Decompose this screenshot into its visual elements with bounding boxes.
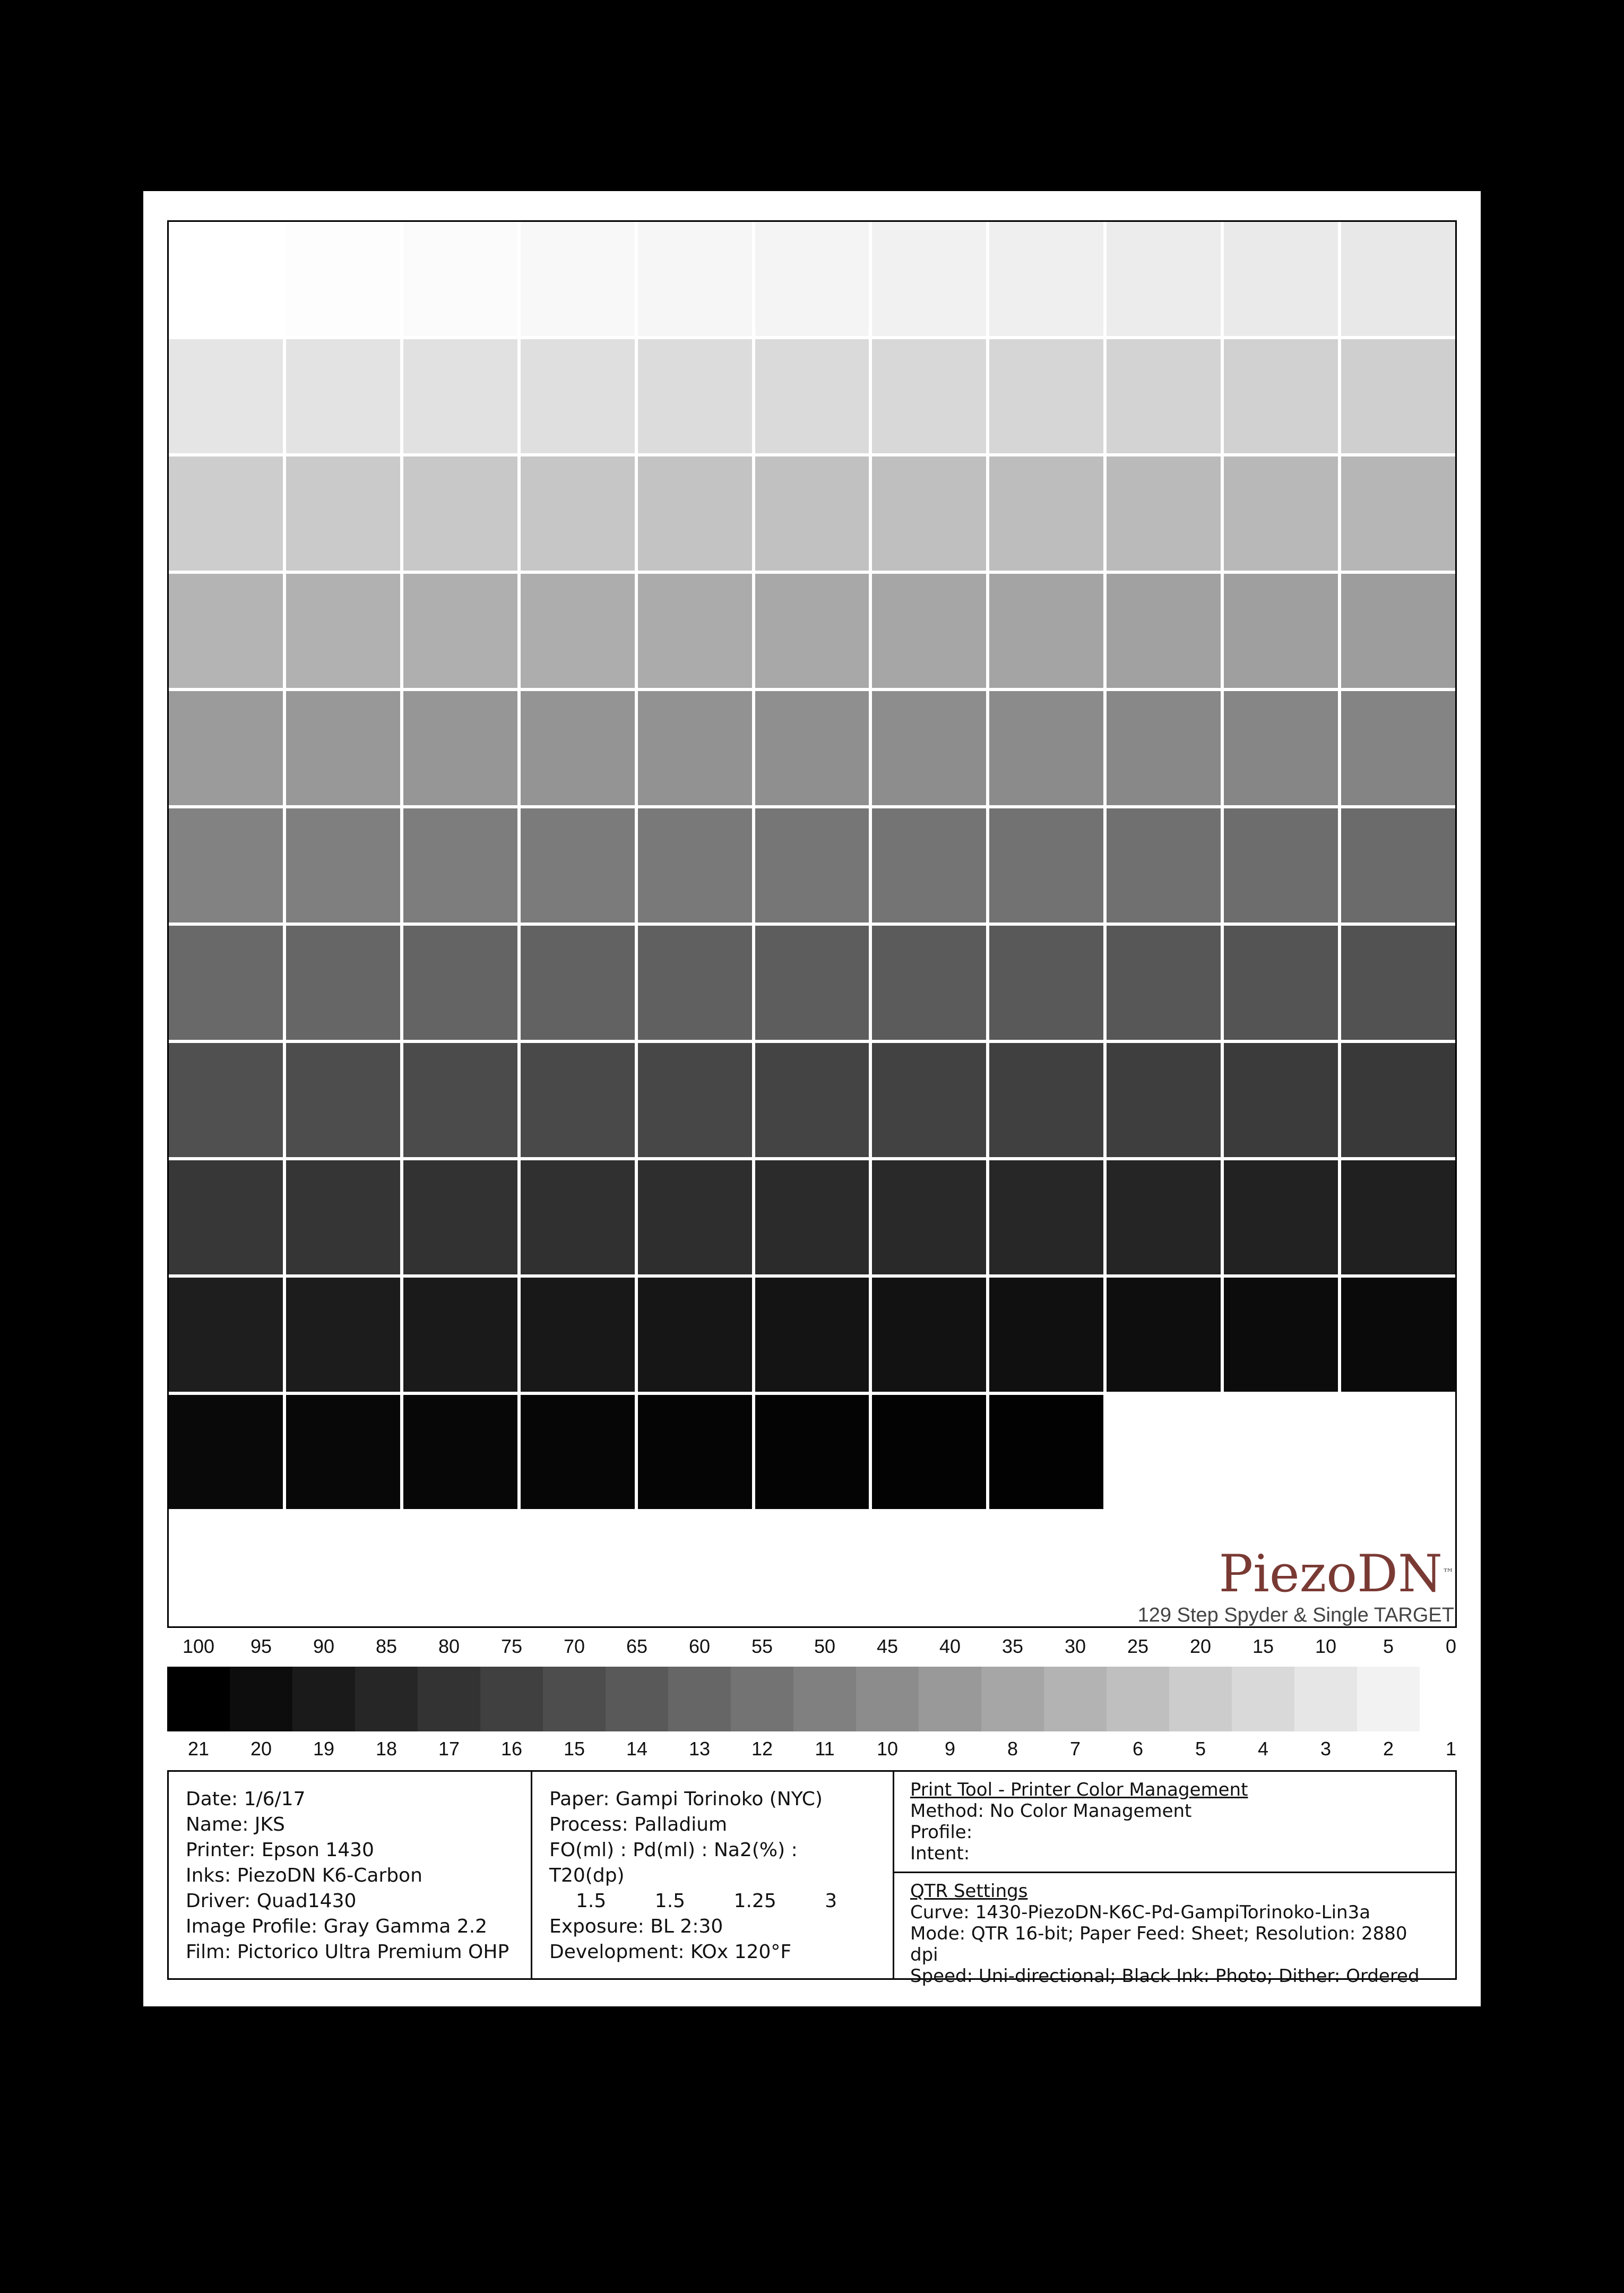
patch	[1341, 926, 1455, 1040]
scale-number: 17	[438, 1738, 460, 1760]
patch	[1107, 222, 1221, 336]
patch	[521, 1043, 635, 1157]
piezodn-logo	[1115, 1507, 1454, 1624]
scale-number: 90	[313, 1635, 335, 1657]
print-tool-method: Method: No Color Management	[910, 1800, 1192, 1822]
print-tool-profile: Profile:	[910, 1822, 973, 1843]
patch	[403, 691, 517, 805]
detail-line: Inks: PiezoDN K6-Carbon	[186, 1865, 422, 1886]
scale-number: 45	[876, 1635, 899, 1657]
patch	[521, 1278, 635, 1392]
patch	[521, 808, 635, 923]
print-details	[169, 1772, 532, 1978]
patch	[1224, 456, 1338, 571]
patch	[169, 1395, 283, 1509]
patch	[989, 222, 1103, 336]
exposure: Exposure: BL 2:30	[549, 1916, 723, 1937]
patch	[755, 574, 869, 688]
strip-step	[230, 1667, 292, 1731]
patch	[872, 926, 986, 1040]
scale-number: 55	[751, 1635, 773, 1657]
scale-number: 60	[688, 1635, 711, 1657]
patch	[521, 926, 635, 1040]
print-tool-title: Print Tool - Printer Color Management	[910, 1779, 1248, 1800]
scale-number: 70	[563, 1635, 585, 1657]
patch	[1224, 926, 1338, 1040]
logo-brand: PiezoDN	[1219, 1544, 1442, 1604]
strip-step	[1294, 1667, 1357, 1731]
patch	[403, 339, 517, 453]
patch	[755, 1278, 869, 1392]
patch	[1341, 1043, 1455, 1157]
patch	[872, 222, 986, 336]
patch	[403, 926, 517, 1040]
scale-number: 19	[313, 1738, 335, 1760]
strip-step	[731, 1667, 793, 1731]
patch	[403, 1278, 517, 1392]
patch	[1224, 339, 1338, 453]
scale-number: 20	[1189, 1635, 1212, 1657]
scale-number: 6	[1132, 1738, 1144, 1760]
single-step-strip	[167, 1667, 1420, 1731]
scale-number: 15	[563, 1738, 585, 1760]
qtr-mode: Mode: QTR 16-bit; Paper Feed: Sheet; Resolution: 2880 dpi	[910, 1923, 1407, 1966]
patch	[169, 574, 283, 688]
patch	[521, 1160, 635, 1274]
patch	[755, 339, 869, 453]
process: Process: Palladium	[549, 1814, 728, 1835]
patch	[872, 808, 986, 923]
scale-number: 2	[1383, 1738, 1394, 1760]
strip-step	[480, 1667, 543, 1731]
patch	[638, 1278, 752, 1392]
patch	[1107, 1043, 1221, 1157]
strip-step	[919, 1667, 981, 1731]
strip-step	[418, 1667, 480, 1731]
scale-number: 10	[1315, 1635, 1337, 1657]
patch	[989, 691, 1103, 805]
strip-step	[981, 1667, 1044, 1731]
scale-number: 18	[375, 1738, 398, 1760]
patch	[403, 456, 517, 571]
patch	[286, 808, 400, 923]
patch	[872, 1395, 986, 1509]
patch	[1341, 1278, 1455, 1392]
strip-step	[543, 1667, 606, 1731]
chemistry-header: FO(ml) : Pd(ml) : Na2(%) : T20(dp)	[549, 1839, 798, 1886]
patch	[989, 339, 1103, 453]
scale-number: 8	[1007, 1738, 1018, 1760]
scale-number: 21	[187, 1738, 210, 1760]
patch	[1341, 1160, 1455, 1274]
patch	[286, 456, 400, 571]
patch	[1341, 691, 1455, 805]
scale-number: 75	[500, 1635, 523, 1657]
scale-number: 35	[1001, 1635, 1024, 1657]
patch	[403, 574, 517, 688]
patch	[286, 1160, 400, 1274]
patch	[1107, 574, 1221, 688]
scale-number: 14	[626, 1738, 648, 1760]
target-sheet	[143, 191, 1481, 2006]
patch	[169, 808, 283, 923]
patch	[1224, 691, 1338, 805]
qtr-curve: Curve: 1430-PiezoDN-K6C-Pd-GampiTorinoko-Lin3a	[910, 1902, 1371, 1923]
patch	[989, 1160, 1103, 1274]
logo-trademark: ™	[1442, 1567, 1454, 1580]
patch	[521, 1395, 635, 1509]
patch	[638, 691, 752, 805]
patch	[989, 808, 1103, 923]
scale-number: 5	[1383, 1635, 1394, 1657]
patch	[872, 691, 986, 805]
scale-number: 50	[814, 1635, 836, 1657]
patch	[638, 1395, 752, 1509]
patch	[521, 574, 635, 688]
strip-step	[793, 1667, 856, 1731]
patch	[169, 1043, 283, 1157]
patch	[286, 574, 400, 688]
detail-line: Image Profile: Gray Gamma 2.2	[186, 1916, 488, 1937]
patch	[638, 808, 752, 923]
patch	[1224, 574, 1338, 688]
development: Development: KOx 120°F	[549, 1941, 792, 1963]
patch	[1107, 691, 1221, 805]
patch	[286, 339, 400, 453]
patch	[169, 222, 283, 336]
patch	[169, 456, 283, 571]
scale-number: 5	[1195, 1738, 1206, 1760]
patch	[755, 1043, 869, 1157]
patch	[755, 926, 869, 1040]
printer-settings	[894, 1772, 1455, 1987]
patch	[1224, 1160, 1338, 1274]
patch	[1107, 456, 1221, 571]
strip-step	[856, 1667, 919, 1731]
patch	[755, 691, 869, 805]
patch	[1224, 222, 1338, 336]
patch	[755, 222, 869, 336]
patch	[989, 926, 1103, 1040]
patch	[1341, 808, 1455, 923]
strip-step	[1044, 1667, 1107, 1731]
patch	[1107, 926, 1221, 1040]
print-tool-section	[894, 1772, 1455, 1873]
patch	[989, 1278, 1103, 1392]
patch	[989, 1395, 1103, 1509]
patch	[521, 691, 635, 805]
patch	[755, 456, 869, 571]
patch	[989, 1043, 1103, 1157]
qtr-section	[894, 1873, 1455, 1994]
detail-line: Name: JKS	[186, 1814, 285, 1835]
print-tool-intent: Intent:	[910, 1843, 970, 1864]
patch	[989, 574, 1103, 688]
info-panel	[167, 1770, 1457, 1987]
patch	[169, 1160, 283, 1274]
patch	[638, 1043, 752, 1157]
patch	[638, 926, 752, 1040]
scale-number: 3	[1320, 1738, 1332, 1760]
scale-number: 4	[1257, 1738, 1269, 1760]
scale-number: 9	[944, 1738, 956, 1760]
patch	[1341, 574, 1455, 688]
chemistry-values: 1.5 1.5 1.25 3	[576, 1890, 837, 1912]
paper: Paper: Gampi Torinoko (NYC)	[549, 1788, 823, 1810]
patch	[872, 1160, 986, 1274]
detail-line: Driver: Quad1430	[186, 1890, 357, 1912]
scale-number: 0	[1445, 1635, 1457, 1657]
scale-number: 20	[250, 1738, 272, 1760]
patch	[1107, 339, 1221, 453]
patch	[1107, 1278, 1221, 1392]
strip-step	[668, 1667, 731, 1731]
strip-step	[606, 1667, 668, 1731]
scale-number: 25	[1127, 1635, 1149, 1657]
patch	[872, 574, 986, 688]
patch	[286, 222, 400, 336]
process-details	[532, 1772, 894, 1978]
scale-number: 65	[626, 1635, 648, 1657]
qtr-title: QTR Settings	[910, 1881, 1028, 1902]
patch	[638, 574, 752, 688]
patch	[521, 456, 635, 571]
patch	[286, 691, 400, 805]
patch	[169, 926, 283, 1040]
patch	[169, 1278, 283, 1392]
patch	[755, 808, 869, 923]
patch	[872, 339, 986, 453]
patch	[755, 1160, 869, 1274]
qtr-speed: Speed: Uni-directional; Black Ink: Photo; Dither: Ordered	[910, 1966, 1420, 1987]
patch	[638, 222, 752, 336]
scale-number: 11	[815, 1738, 835, 1760]
strip-step	[1357, 1667, 1420, 1731]
patch	[989, 456, 1103, 571]
logo-subtitle: 129 Step Spyder & Single TARGET	[1137, 1604, 1454, 1626]
patch	[403, 1160, 517, 1274]
strip-step	[1107, 1667, 1169, 1731]
strip-step	[1232, 1667, 1294, 1731]
strip-step	[292, 1667, 355, 1731]
patch	[521, 339, 635, 453]
patch	[1224, 808, 1338, 923]
patch	[872, 1278, 986, 1392]
detail-line: Date: 1/6/17	[186, 1788, 306, 1810]
patch	[1107, 808, 1221, 923]
detail-line: Printer: Epson 1430	[186, 1839, 374, 1861]
patch	[638, 1160, 752, 1274]
patch	[403, 222, 517, 336]
scale-number: 80	[438, 1635, 460, 1657]
patch	[755, 1395, 869, 1509]
patch	[872, 1043, 986, 1157]
strip-step	[1169, 1667, 1232, 1731]
scale-number: 10	[876, 1738, 899, 1760]
scale-number: 95	[250, 1635, 272, 1657]
scale-number: 16	[500, 1738, 523, 1760]
patch	[403, 808, 517, 923]
patch	[1341, 456, 1455, 571]
top-scale-numbers	[167, 1631, 1457, 1662]
patch	[286, 1043, 400, 1157]
scale-number: 7	[1069, 1738, 1081, 1760]
scale-number: 15	[1252, 1635, 1274, 1657]
patch	[286, 1278, 400, 1392]
scale-number: 85	[375, 1635, 398, 1657]
patch	[1341, 339, 1455, 453]
patch	[169, 691, 283, 805]
scale-number: 13	[688, 1738, 711, 1760]
patch	[1224, 1043, 1338, 1157]
patch	[1341, 222, 1455, 336]
bottom-scale-numbers	[167, 1733, 1457, 1765]
patch	[403, 1043, 517, 1157]
patch	[872, 456, 986, 571]
scale-number: 100	[182, 1635, 215, 1657]
scale-number: 12	[751, 1738, 773, 1760]
scale-number: 30	[1064, 1635, 1086, 1657]
scale-number: 1	[1445, 1738, 1457, 1760]
patch	[169, 339, 283, 453]
strip-step	[355, 1667, 418, 1731]
patch	[286, 926, 400, 1040]
patch	[521, 222, 635, 336]
patch	[638, 456, 752, 571]
detail-line: Film: Pictorico Ultra Premium OHP	[186, 1941, 509, 1963]
patch	[1224, 1278, 1338, 1392]
strip-step	[167, 1667, 230, 1731]
patch	[403, 1395, 517, 1509]
scale-number: 40	[939, 1635, 961, 1657]
patch	[1107, 1160, 1221, 1274]
patch	[286, 1395, 400, 1509]
step-patch-grid	[167, 220, 1457, 1628]
patch	[638, 339, 752, 453]
